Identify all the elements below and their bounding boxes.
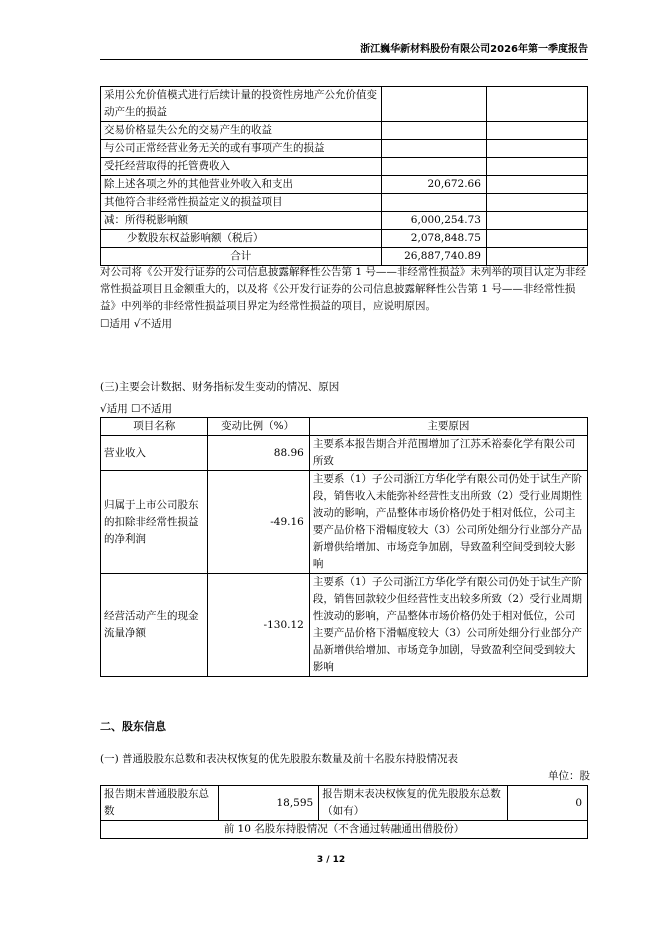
item-label: 减：所得税影响额 xyxy=(101,212,382,230)
item-name: 归属于上市公司股东的扣除非经常性损益的净利润 xyxy=(101,471,208,574)
change-ratio: -49.16 xyxy=(208,471,309,574)
item-label: 受托经营取得的托管费收入 xyxy=(101,158,382,176)
nonrecurring-gains-table xyxy=(100,86,588,266)
table-header-row xyxy=(101,418,588,436)
table-row xyxy=(101,574,588,677)
table-row xyxy=(101,176,588,194)
table-row xyxy=(101,230,588,248)
item-label: 采用公允价值模式进行后续计量的投资性房地产公允价值变动产生的损益 xyxy=(101,87,382,122)
note-paragraph: 对公司将《公开发行证券的公司信息披露解释性公告第 1 号——非经常性损益》未列举的项目认定为非经常性损益项目且金额重大的，以及将《公开发行证券的公司信息披露解释性公告第 1 号——非经常性损益》中列举的非经常性损益项目界定为经常性损益的项目，应说明原因。 xyxy=(100,266,586,312)
item-amount: 2,078,848.75 xyxy=(381,230,486,248)
applicability-option-1: ☐适用 √不适用 xyxy=(100,318,172,330)
preferred-shareholders-label: 报告期末表决权恢复的优先股股东总数（如有） xyxy=(319,786,508,821)
table-row xyxy=(101,471,588,574)
table-row xyxy=(101,122,588,140)
item-amount: 26,887,740.89 xyxy=(381,248,486,266)
item-amount: 20,672.66 xyxy=(381,176,486,194)
top10-caption: 前 10 名股东持股情况（不含通过转融通出借股份） xyxy=(101,821,588,839)
change-ratio: -130.12 xyxy=(208,574,309,677)
main-reason: 主要系（1）子公司浙江方华化学有限公司仍处于试生产阶段，销售回款较少但经营性支出较多所致（2）受行业周期性波动的影响，产品整体市场价格仍处于相对低位，公司主要产品价格下滑幅度较大（3）公司所处细分行业部分产品新增供给增加、市场竞争加剧，导致盈利空间受到较大影响 xyxy=(309,574,587,677)
item-note xyxy=(486,158,587,176)
table-row xyxy=(101,212,588,230)
change-reasons-table xyxy=(100,417,588,677)
item-note xyxy=(486,230,587,248)
item-note xyxy=(486,248,587,266)
main-reason: 主要系本报告期合并范围增加了江苏禾裕泰化学有限公司所致 xyxy=(309,436,587,471)
page-number: 3 / 12 xyxy=(316,855,346,865)
item-label: 与公司正常经营业务无关的或有事项产生的损益 xyxy=(101,140,382,158)
item-label: 其他符合非经常性损益定义的损益项目 xyxy=(101,194,382,212)
item-note xyxy=(486,212,587,230)
item-note xyxy=(486,176,587,194)
table-row xyxy=(101,194,588,212)
common-shareholders-label: 报告期末普通股股东总数 xyxy=(101,786,219,821)
item-label: 交易价格显失公允的交易产生的收益 xyxy=(101,122,382,140)
item-note xyxy=(486,194,587,212)
header-change-ratio: 变动比例（%） xyxy=(208,418,309,436)
item-name: 营业收入 xyxy=(101,436,208,471)
item-amount xyxy=(381,194,486,212)
item-note xyxy=(486,87,587,122)
table-row xyxy=(101,158,588,176)
preferred-shareholders-value: 0 xyxy=(508,786,588,821)
table-row xyxy=(101,248,588,266)
item-amount xyxy=(381,122,486,140)
applicability-option-2: √适用 ☐不适用 xyxy=(100,403,172,415)
table-row xyxy=(101,786,588,821)
main-reason: 主要系（1）子公司浙江方华化学有限公司仍处于试生产阶段，销售收入未能弥补经营性支出所致（2）受行业周期性波动的影响，产品整体市场价格仍处于相对低位，公司主要产品价格下滑幅度较大（3）公司所处细分行业部分产品新增供给增加、市场竞争加剧，导致盈利空间受到较大影响 xyxy=(309,471,587,574)
item-amount: 6,000,254.73 xyxy=(381,212,486,230)
subsection-1-title: (一) 普通股股东总数和表决权恢复的优先股股东数量及前十名股东持股情况表 xyxy=(100,753,459,765)
change-ratio: 88.96 xyxy=(208,436,309,471)
table-row xyxy=(101,87,588,122)
page-header-title: 浙江巍华新材料股份有限公司2026年第一季度报告 xyxy=(100,40,588,60)
shareholder-table xyxy=(100,785,588,839)
header-item-name: 项目名称 xyxy=(101,418,208,436)
item-label: 合计 xyxy=(101,248,382,266)
section-3-title: (三)主要会计数据、财务指标发生变动的情况、原因 xyxy=(100,381,340,393)
item-note xyxy=(486,122,587,140)
unit-label: 单位：股 xyxy=(548,770,590,782)
item-name: 经营活动产生的现金流量净额 xyxy=(101,574,208,677)
item-label: 少数股东权益影响额（税后） xyxy=(101,230,382,248)
item-label: 除上述各项之外的其他营业外收入和支出 xyxy=(101,176,382,194)
table-row xyxy=(101,436,588,471)
item-amount xyxy=(381,140,486,158)
section-2-title: 二、股东信息 xyxy=(100,720,166,733)
common-shareholders-value: 18,595 xyxy=(219,786,319,821)
header-main-reason: 主要原因 xyxy=(309,418,587,436)
table-row xyxy=(101,821,588,839)
item-amount xyxy=(381,158,486,176)
item-note xyxy=(486,140,587,158)
item-amount xyxy=(381,87,486,122)
table-row xyxy=(101,140,588,158)
